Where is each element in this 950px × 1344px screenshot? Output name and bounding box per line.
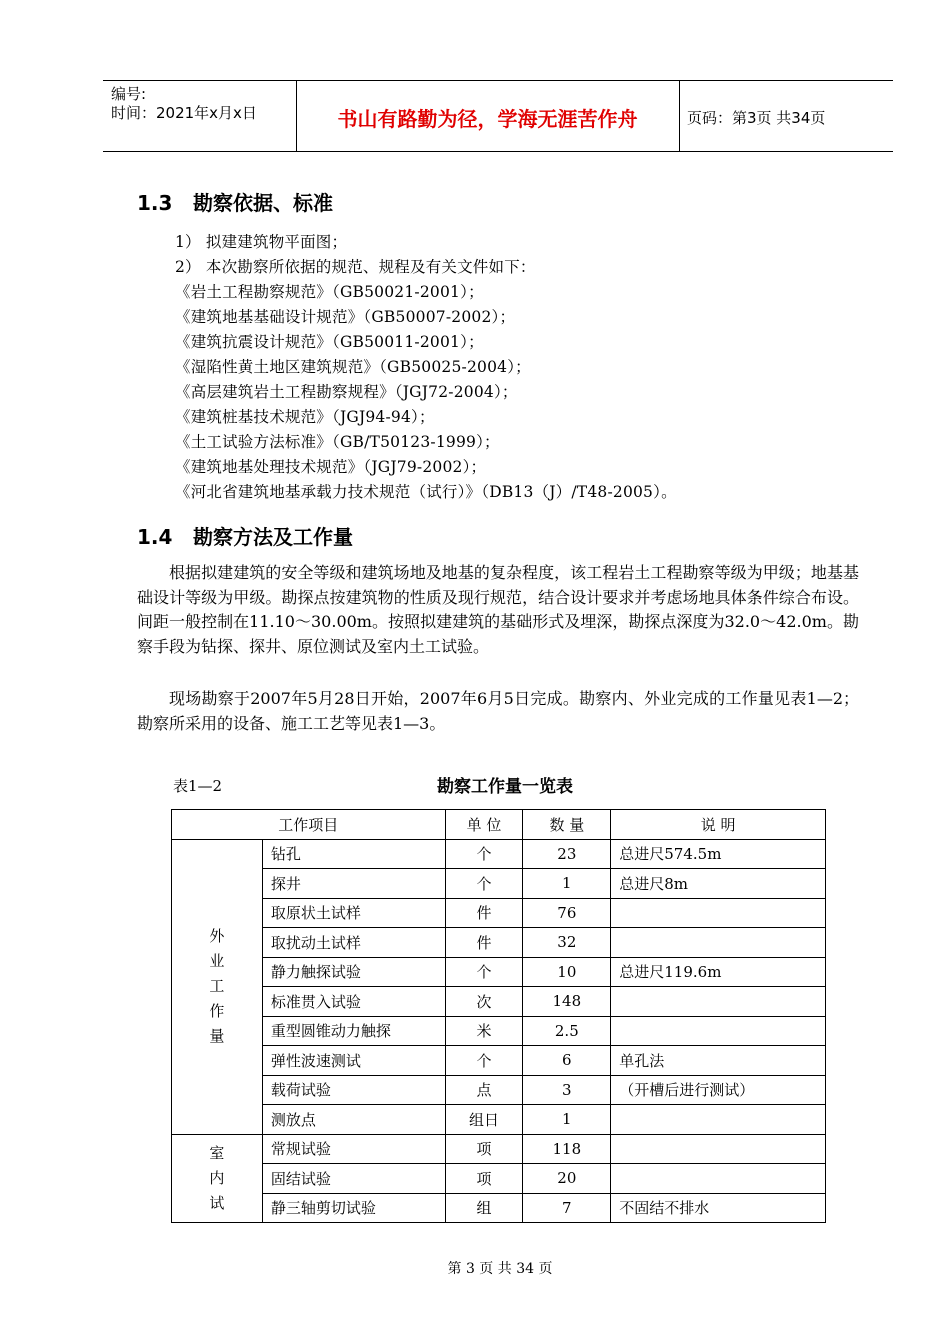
note-cell (611, 1134, 826, 1164)
table-header-row (172, 810, 826, 840)
note-cell: 总进尺574.5m (611, 839, 826, 869)
note-cell: 不固结不排水 (611, 1193, 826, 1223)
table-row (172, 957, 826, 987)
basis-line: 《建筑地基处理技术规范》（JGJ79-2002）； (175, 458, 487, 476)
body-paragraph: 现场勘察于2007年5月28日开始，2007年6月5日完成。勘察内、外业完成的工作量见表1—2；勘察所采用的设备、施工工艺等见表1—3。 (137, 689, 859, 733)
qty-cell: 1 (523, 1105, 611, 1135)
basis-line: 1） 拟建建筑物平面图； (175, 233, 348, 251)
item-cell: 测放点 (262, 1105, 445, 1135)
header-right (679, 81, 893, 151)
note-cell: 总进尺119.6m (611, 957, 826, 987)
section-number: 1.4 (137, 525, 173, 549)
header-left (111, 85, 257, 123)
basis-line: 《建筑桩基技术规范》（JGJ94-94）； (175, 408, 435, 426)
qty-cell: 3 (523, 1075, 611, 1105)
table-row (172, 1193, 826, 1223)
basis-line: 《建筑地基基础设计规范》（GB50007-2002）； (175, 308, 516, 326)
item-cell: 标准贯入试验 (262, 987, 445, 1017)
header-number-label: 编号: (111, 85, 147, 103)
page-header (103, 80, 893, 152)
unit-cell: 组日 (445, 1105, 523, 1135)
item-cell: 固结试验 (262, 1164, 445, 1194)
header-cell: 说 明 (611, 810, 826, 840)
unit-cell: 次 (445, 987, 523, 1017)
header-center (296, 81, 679, 151)
section-title: 勘察方法及工作量 (193, 525, 353, 549)
table-caption: 表1—2 (173, 777, 223, 795)
item-cell: 探井 (262, 869, 445, 899)
item-cell: 取原状土试样 (262, 898, 445, 928)
qty-cell: 10 (523, 957, 611, 987)
item-cell: 弹性波速测试 (262, 1046, 445, 1076)
unit-cell: 件 (445, 928, 523, 958)
page-footer: 第 3 页 共 34 页 (447, 1261, 553, 1277)
note-cell (611, 987, 826, 1017)
group-label: 室内试 (209, 1143, 225, 1212)
item-cell: 静三轴剪切试验 (262, 1193, 445, 1223)
qty-cell: 7 (523, 1193, 611, 1223)
table-row (172, 1105, 826, 1135)
qty-cell: 1 (523, 869, 611, 899)
section-heading (137, 187, 333, 216)
table-row (172, 987, 826, 1017)
basis-line: 《高层建筑岩土工程勘察规程》（JGJ72-2004）； (175, 383, 518, 401)
unit-cell: 件 (445, 898, 523, 928)
qty-cell: 148 (523, 987, 611, 1017)
header-time-label: 时间：2021年x月x日 (111, 104, 257, 122)
note-cell (611, 928, 826, 958)
unit-cell: 点 (445, 1075, 523, 1105)
table-row (172, 1075, 826, 1105)
section-number: 1.3 (137, 191, 173, 215)
qty-cell: 6 (523, 1046, 611, 1076)
unit-cell: 项 (445, 1164, 523, 1194)
unit-cell: 个 (445, 869, 523, 899)
item-cell: 钻孔 (262, 839, 445, 869)
note-cell: 单孔法 (611, 1046, 826, 1076)
workload-table (171, 809, 826, 1223)
table-row (172, 1134, 826, 1164)
table-title: 勘察工作量一览表 (437, 777, 573, 797)
table-row (172, 869, 826, 899)
note-cell (611, 898, 826, 928)
qty-cell: 23 (523, 839, 611, 869)
item-cell: 静力触探试验 (262, 957, 445, 987)
table-row (172, 839, 826, 869)
body-paragraph: 根据拟建建筑的安全等级和建筑场地及地基的复杂程度，该工程岩土工程勘察等级为甲级；地基基础设计等级为甲级。勘探点按建筑物的性质及现行规范，结合设计要求并考虑场地具体条件综合布设。间距一般控制在11.10～30.00m。按照拟建建筑的基础形式及埋深，勘探点深度为32.0～42.0m。勘察手段为钻探、探井、原位测试及室内土工试验。 (137, 563, 859, 656)
note-cell: （开槽后进行测试） (611, 1075, 826, 1105)
basis-line: 《土工试验方法标准》（GB/T50123-1999）； (175, 433, 500, 451)
group-label: 外业工作量 (209, 927, 225, 1045)
table-row (172, 898, 826, 928)
item-cell: 常规试验 (262, 1134, 445, 1164)
group-label-cell (172, 1134, 263, 1223)
note-cell: 总进尺8m (611, 869, 826, 899)
basis-line: 《湿陷性黄土地区建筑规范》（GB50025-2004）； (175, 358, 531, 376)
basis-line: 《河北省建筑地基承载力技术规范（试行）》（DB13（J）/T48-2005）。 (175, 483, 677, 501)
note-cell (611, 1164, 826, 1194)
item-cell: 重型圆锥动力触探 (262, 1016, 445, 1046)
basis-line: 《岩土工程勘察规范》（GB50021-2001）； (175, 283, 484, 301)
table-row (172, 928, 826, 958)
section-heading (137, 521, 353, 550)
item-cell: 载荷试验 (262, 1075, 445, 1105)
table-row (172, 1016, 826, 1046)
header-cell: 工作项目 (172, 810, 446, 840)
basis-line: 《建筑抗震设计规范》（GB50011-2001）； (175, 333, 484, 351)
group-label-cell (172, 839, 263, 1134)
header-page-label: 页码：第3页 共34页 (687, 109, 826, 127)
basis-line: 2） 本次勘察所依据的规范、规程及有关文件如下： (175, 258, 536, 276)
table-row (172, 1164, 826, 1194)
unit-cell: 米 (445, 1016, 523, 1046)
header-motto: 书山有路勤为径，学海无涯苦作舟 (337, 107, 638, 131)
qty-cell: 118 (523, 1134, 611, 1164)
note-cell (611, 1016, 826, 1046)
qty-cell: 76 (523, 898, 611, 928)
unit-cell: 项 (445, 1134, 523, 1164)
table-row (172, 1046, 826, 1076)
header-cell: 数 量 (523, 810, 611, 840)
note-cell (611, 1105, 826, 1135)
item-cell: 取扰动土试样 (262, 928, 445, 958)
qty-cell: 2.5 (523, 1016, 611, 1046)
qty-cell: 20 (523, 1164, 611, 1194)
header-cell: 单 位 (445, 810, 523, 840)
unit-cell: 组 (445, 1193, 523, 1223)
section-title: 勘察依据、标准 (193, 191, 333, 215)
unit-cell: 个 (445, 957, 523, 987)
unit-cell: 个 (445, 1046, 523, 1076)
unit-cell: 个 (445, 839, 523, 869)
qty-cell: 32 (523, 928, 611, 958)
